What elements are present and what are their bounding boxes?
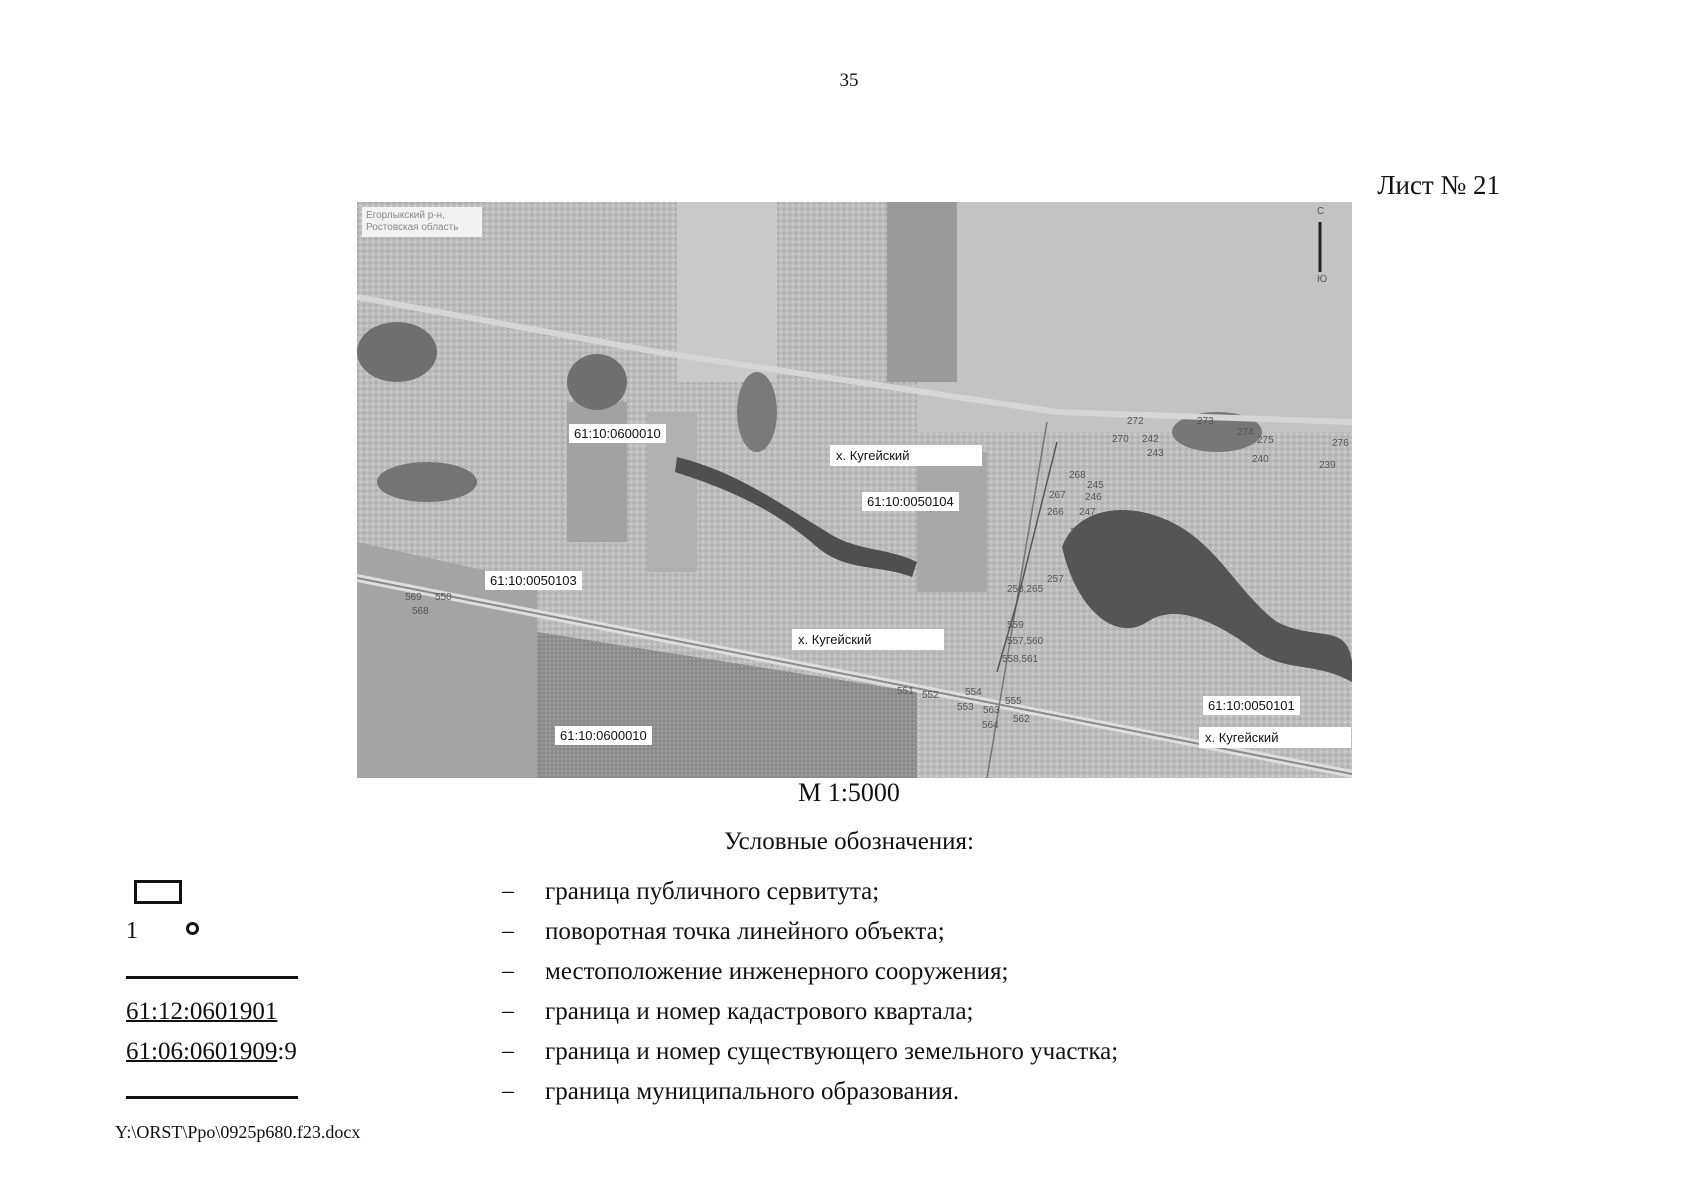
turn-point-marker [186,922,199,935]
file-path: Y:\ORST\Ppo\0925p680.f23.docx [115,1122,361,1142]
municipal-boundary-symbol [126,1096,298,1099]
point-label: 258,265 [1007,584,1044,595]
legend-description: граница и номер существующего земельного участка; [545,1038,1119,1065]
point-label: 247 [1079,507,1096,518]
point-label: 552 [922,690,939,701]
map-scale: М 1:5000 [798,778,900,807]
legend-row-parcel [0,1038,1698,1072]
parcel-code-sample: 61:06:0601909 [126,1038,278,1065]
label-khutor-1: х. Кугейский [830,445,982,466]
legend-row-municipal [0,1078,1698,1112]
label-khutor-3: х. Кугейский [1199,727,1351,748]
point-label: 562 [1013,714,1030,725]
legend-symbol [126,1038,346,1072]
point-label: 568 [412,606,429,617]
label-khutor-2: х. Кугейский [792,629,944,650]
label-kvartal-se: 61:10:0050101 [1203,696,1300,715]
point-label: 257 [1047,574,1064,585]
point-label: 553 [957,702,974,713]
compass-south: Ю [1317,274,1328,285]
legend-symbol [126,998,346,1032]
turn-point-number: 1 [126,918,138,944]
point-label: 563 [983,705,1000,716]
legend-description: поворотная точка линейного объекта; [545,918,945,945]
point-label: 558,561 [1002,654,1039,665]
point-label: 240 [1252,454,1269,465]
legend-symbol [126,1078,346,1112]
legend-title: Условные обозначения: [723,828,975,855]
sheet-label: Лист № 21 [1377,170,1500,200]
point-label: 273 [1197,416,1214,427]
parcel-code-suffix: :9 [277,1038,297,1065]
label-kvartal-center: 61:10:0050104 [862,492,959,511]
page-number: 35 [839,70,859,91]
point-label: 557,560 [1007,636,1044,647]
legend-symbol [126,878,346,912]
point-label: 245 [1087,480,1104,491]
point-label: 276 [1332,438,1349,449]
label-kvartal-nw: 61:10:0600010 [569,424,666,443]
legend-symbol [126,918,346,952]
point-label: 242 [1142,434,1159,445]
point-label: 266 [1047,507,1064,518]
compass-north: С [1317,206,1325,217]
legend-description: граница муниципального образования. [545,1078,960,1105]
legend-row-servitude [0,878,1698,912]
engineering-line-symbol [126,976,298,979]
legend-row-engineering [0,958,1698,992]
point-label: 249 [1070,538,1087,549]
point-label: 559 [1007,620,1024,631]
point-label: 274 [1237,427,1254,438]
point-label: 569 [405,592,422,603]
label-kvartal-sw: 61:10:0600010 [555,726,652,745]
legend-dash: – [502,1038,514,1064]
legend-dash: – [502,998,514,1024]
point-label: 246 [1085,492,1102,503]
point-label: 239 [1319,460,1336,471]
point-label: 555 [1005,696,1022,707]
legend-description: местоположение инженерного сооружения; [545,958,1009,985]
legend-row-turn-point [0,918,1698,952]
servitude-boundary-symbol [134,880,182,904]
point-label: 270 [1112,434,1129,445]
point-label: 272 [1127,416,1144,427]
point-label: 275 [1257,435,1274,446]
point-label: 248 [1070,527,1087,538]
legend-dash: – [502,958,514,984]
point-label: 554 [965,687,982,698]
point-label: 550 [435,592,452,603]
point-label: 268 [1069,470,1086,481]
aerial-map[interactable] [357,202,1352,778]
legend-dash: – [502,918,514,944]
region-label: Егорлыкский р-н, Ростовская область [362,207,482,237]
map-imagery [357,202,1352,778]
legend-row-kvartal [0,998,1698,1032]
point-label: 564 [982,720,999,731]
legend-description: граница и номер кадастрового квартала; [545,998,974,1025]
label-kvartal-w: 61:10:0050103 [485,571,582,590]
legend-dash: – [502,1078,514,1104]
legend-symbol [126,958,346,992]
kvartal-code-sample: 61:12:0601901 [126,998,278,1025]
legend-dash: – [502,878,514,904]
point-label: 551 [897,686,914,697]
point-label: 243 [1147,448,1164,459]
legend-description: граница публичного сервитута; [545,878,880,905]
point-label: 267 [1049,490,1066,501]
